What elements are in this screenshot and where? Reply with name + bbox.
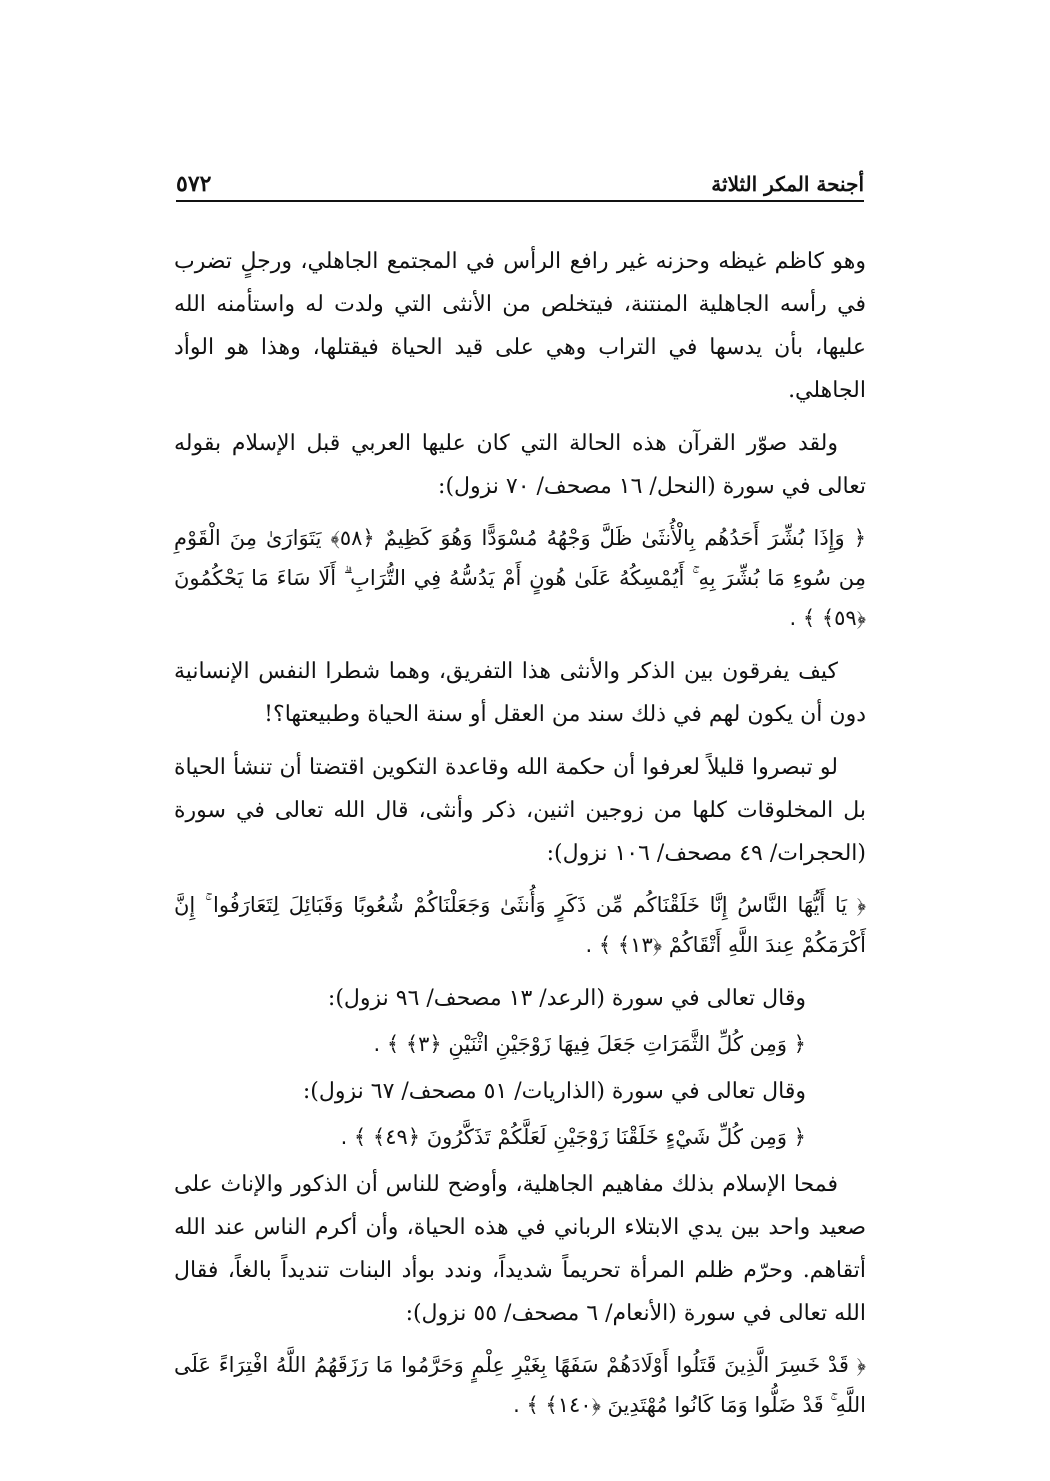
quran-verse-2: ﴿ يَا أَيُّهَا النَّاسُ إِنَّا خَلَقْنَاكُم مِّن ذَكَرٍ وَأُنثَىٰ وَجَعَلْنَاكُمْ شُعُوبًا وَقَبَائِلَ لِتَعَارَفُوا ۚ إِنَّ أَكْرَمَكُمْ عِندَ اللَّهِ أَتْقَاكُمْ ﴿١٣﴾ ﴾ .	[174, 893, 866, 957]
paragraph-5: وقال تعالى في سورة (الرعد/ ١٣ مصحف/ ٩٦ نزول):	[327, 986, 806, 1011]
paragraph-6: وقال تعالى في سورة (الذاريات/ ٥١ مصحف/ ٦٧ نزول):	[302, 1079, 806, 1104]
quran-verse-5: ﴿ قَدْ خَسِرَ الَّذِينَ قَتَلُوا أَوْلَادَهُمْ سَفَهًا بِغَيْرِ عِلْمٍ وَحَرَّمُوا مَا رَزَقَهُمُ اللَّهُ افْتِرَاءً عَلَى اللَّهِ ۚ قَدْ ضَلُّوا وَمَا كَانُوا مُهْتَدِينَ ﴿١٤٠﴾ ﴾ .	[174, 1353, 866, 1417]
quran-verse-3: ﴿ وَمِن كُلِّ الثَّمَرَاتِ جَعَلَ فِيهَا زَوْجَيْنِ اثْنَيْنِ ﴿٣﴾ ﴾ .	[373, 1032, 806, 1056]
paragraph-3: كيف يفرقون بين الذكر والأنثى هذا التفريق، وهما شطرا النفس الإنسانية دون أن يكون لهم في ذلك سند من العقل أو سنة الحياة وطبيعتها؟!	[174, 659, 866, 727]
paragraph-1: وهو كاظم غيظه وحزنه غير رافع الرأس في المجتمع الجاهلي، ورجلٍ تضرب في رأسه الجاهلية المنتنة، فيتخلص من الأنثى التي ولدت له واستأمنه الله عليها، بأن يدسها في التراب وهي على قيد الحياة فيقتلها، وهذا هو الوأد الجاهلي.	[174, 249, 866, 403]
page-number: ٥٧٢	[176, 171, 212, 197]
page-body	[174, 240, 866, 1437]
paragraph-2: ولقد صوّر القرآن هذه الحالة التي كان عليها العربي قبل الإسلام بقوله تعالى في سورة (النحل/ ١٦ مصحف/ ٧٠ نزول):	[174, 431, 866, 499]
quran-verse-4: ﴿ وَمِن كُلِّ شَيْءٍ خَلَقْنَا زَوْجَيْنِ لَعَلَّكُمْ تَذَكَّرُونَ ﴿٤٩﴾ ﴾ .	[340, 1125, 806, 1149]
paragraph-4: لو تبصروا قليلاً لعرفوا أن حكمة الله وقاعدة التكوين اقتضتا أن تنشأ الحياة بل المخلوقات كلها من زوجين اثنين، ذكر وأنثى، قال الله تعالى في سورة (الحجرات/ ٤٩ مصحف/ ١٠٦ نزول):	[174, 755, 866, 866]
paragraph-7: فمحا الإسلام بذلك مفاهيم الجاهلية، وأوضح للناس أن الذكور والإناث على صعيد واحد بين يدي الابتلاء الرباني في هذه الحياة، وأن أكرم الناس عند الله أتقاهم. وحرّم ظلم المرأة تحريماً شديداً، وندد بوأد البنات تنديداً بالغاً، فقال الله تعالى في سورة (الأنعام/ ٦ مصحف/ ٥٥ نزول):	[174, 1172, 866, 1326]
page-header	[176, 168, 864, 202]
quran-verse-1: ﴿ وَإِذَا بُشِّرَ أَحَدُهُم بِالْأُنثَىٰ ظَلَّ وَجْهُهُ مُسْوَدًّا وَهُوَ كَظِيمٌ ﴿٥٨﴾ يَتَوَارَىٰ مِنَ الْقَوْمِ مِن سُوءِ مَا بُشِّرَ بِهِ ۚ أَيُمْسِكُهُ عَلَىٰ هُونٍ أَمْ يَدُسُّهُ فِي التُّرَابِ ۗ أَلَا سَاءَ مَا يَحْكُمُونَ ﴿٥٩﴾ ﴾ .	[174, 526, 867, 630]
running-title: أجنحة المكر الثلاثة	[711, 172, 864, 196]
